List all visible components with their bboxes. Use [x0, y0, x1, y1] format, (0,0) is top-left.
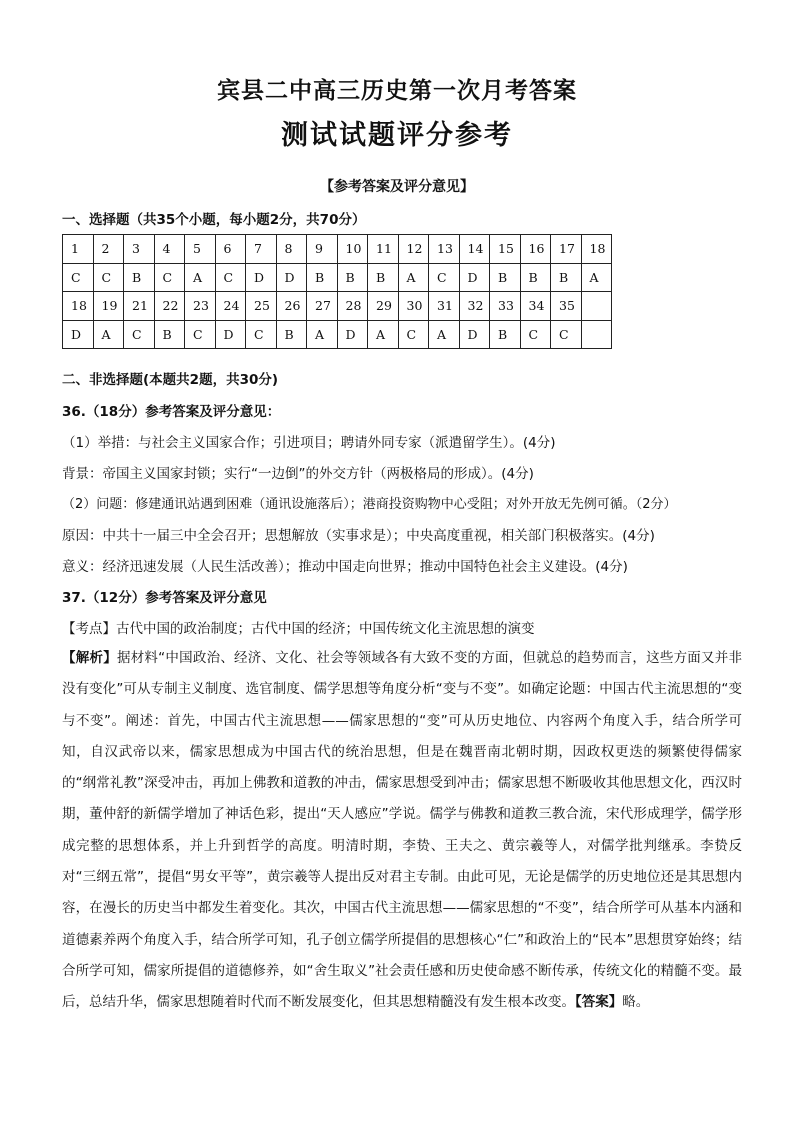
answer-table-row	[63, 235, 612, 264]
answer-cell: A	[368, 320, 399, 349]
q37-analysis	[62, 643, 742, 1019]
kaodian-text: 古代中国的政治制度；古代中国的经济；中国传统文化主流思想的演变	[116, 621, 535, 637]
answer-cell: B	[551, 263, 582, 292]
daan-label: 【答案】	[575, 994, 623, 1011]
answer-cell: 21	[124, 292, 155, 321]
answer-cell: 22	[154, 292, 185, 321]
answer-cell: C	[246, 320, 277, 349]
answer-table-row	[63, 320, 612, 349]
answer-cell: 12	[398, 235, 429, 264]
answer-cell: D	[63, 320, 94, 349]
answer-cell: B	[520, 263, 551, 292]
answer-cell: 32	[459, 292, 490, 321]
q36-line-1: （1）举措：与社会主义国家合作；引进项目；聘请外同专家（派遣留学生）。(4分)	[62, 435, 556, 451]
answer-cell: 29	[368, 292, 399, 321]
answer-cell: 18	[581, 235, 612, 264]
answer-cell: C	[63, 263, 94, 292]
answer-cell: B	[124, 263, 155, 292]
answer-cell: 19	[93, 292, 124, 321]
answer-cell: C	[154, 263, 185, 292]
part2-heading: 二、非选择题(本题共2题，共30分)	[62, 372, 279, 388]
answer-cell: 3	[124, 235, 155, 264]
q36-heading: 36.（18分）参考答案及评分意见：	[62, 404, 281, 420]
answer-cell: 26	[276, 292, 307, 321]
answer-cell: B	[490, 320, 521, 349]
answer-cell: C	[124, 320, 155, 349]
answer-cell: 28	[337, 292, 368, 321]
q36-line-4: 原因：中共十一届三中全会召开；思想解放（实事求是）；中央高度重视，相关部门积极落实。(4分)	[62, 528, 655, 544]
part1-heading: 一、选择题（共35个小题，每小题2分，共70分）	[62, 212, 366, 228]
answer-cell: C	[215, 263, 246, 292]
answer-cell: C	[185, 320, 216, 349]
answer-cell: A	[93, 320, 124, 349]
answer-cell: 31	[429, 292, 460, 321]
answer-cell: 8	[276, 235, 307, 264]
section-label: 【参考答案及评分意见】	[320, 179, 474, 195]
answer-cell: 2	[93, 235, 124, 264]
answer-cell: D	[459, 263, 490, 292]
answer-cell: C	[520, 320, 551, 349]
answer-cell: 9	[307, 235, 338, 264]
answer-table	[62, 234, 612, 349]
kaodian-label: 【考点】	[62, 621, 116, 637]
page-title: 宾县二中高三历史第一次月考答案	[217, 77, 577, 104]
answer-cell: 11	[368, 235, 399, 264]
answer-cell: D	[459, 320, 490, 349]
answer-cell: D	[276, 263, 307, 292]
answer-cell: B	[490, 263, 521, 292]
answer-cell: 16	[520, 235, 551, 264]
answer-cell: A	[429, 320, 460, 349]
q36-line-5: 意义：经济迅速发展（人民生活改善）；推动中国走向世界；推动中国特色社会主义建设。(4分)	[62, 559, 628, 575]
answer-cell: 27	[307, 292, 338, 321]
answer-cell: 13	[429, 235, 460, 264]
answer-cell: 1	[63, 235, 94, 264]
answer-cell: 18	[63, 292, 94, 321]
answer-cell: D	[337, 320, 368, 349]
answer-cell: 35	[551, 292, 582, 321]
q36-line-3: （2）问题：修建通讯站遇到困难（通讯设施落后）；港商投资购物中心受阻；对外开放无先例可循。（2分）	[62, 497, 677, 512]
answer-cell: D	[246, 263, 277, 292]
answer-cell: A	[581, 263, 612, 292]
answer-cell: 24	[215, 292, 246, 321]
answer-cell: A	[185, 263, 216, 292]
answer-cell: B	[337, 263, 368, 292]
answer-cell: 5	[185, 235, 216, 264]
answer-cell: D	[215, 320, 246, 349]
answer-cell: 6	[215, 235, 246, 264]
q36-line-2: 背景：帝国主义国家封锁；实行“一边倒”的外交方针（两极格局的形成）。(4分)	[62, 466, 534, 482]
answer-cell: A	[307, 320, 338, 349]
answer-cell: C	[93, 263, 124, 292]
answer-cell: 33	[490, 292, 521, 321]
answer-cell: C	[551, 320, 582, 349]
answer-cell: B	[154, 320, 185, 349]
answer-cell: 10	[337, 235, 368, 264]
answer-cell: B	[276, 320, 307, 349]
answer-cell: C	[398, 320, 429, 349]
jiexi-text: 据材料“中国政治、经济、文化、社会等领域各有大致不变的方面，但就总的趋势而言，这些方面又并非没有变化”可从专制主义制度、选官制度、儒学思想等角度分析“变与不变”。如确定论题：中国古代主流思想的“变与不变”。阐述：首先，中国古代主流思想——儒家思想的“变”可从历史地位、内容两个角度入手，结合所学可知，自汉武帝以来，儒家思想成为中国古代的统治思想，但是在魏晋南北朝时期，因政权更迭的频繁使得儒家的“纲常礼教”深受冲击，再加上佛教和道教的冲击，儒家思想受到冲击；儒家思想不断吸收其他思想文化，西汉时期，董仲舒的新儒学增加了神话色彩，提出“天人感应”学说。儒学与佛教和道教三教合流，宋代形成理学，儒学形成完整的思想体系，并上升到哲学的高度。明清时期，李贽、王夫之、黄宗羲等人，对儒学批判继承。李贽反对“三纲五常”，提倡“男女平等”，黄宗羲等人提出反对君主专制。由此可见，无论是儒学的历史地位还是其思想内容，在漫长的历史当中都发生着变化。其次，中国古代主流思想——儒家思想的“不变”，结合所学可从基本内涵和道德素养两个角度入手，结合所学可知，孔子创立儒学所提倡的思想核心“仁”和政治上的“民本”思想贯穿始终；结合所学可知，儒家所提倡的道德修养，如“舍生取义”社会责任感和历史使命感不断传承，传统文化的精髓不变。最后，总结升华，儒家思想随着时代而不断发展变化，但其思想精髓没有发生根本改变。	[62, 650, 743, 1011]
answer-cell: 17	[551, 235, 582, 264]
jiexi-label: 【解析】	[62, 650, 117, 666]
answer-cell: 4	[154, 235, 185, 264]
answer-cell: B	[368, 263, 399, 292]
answer-cell: 34	[520, 292, 551, 321]
daan-text: 略。	[622, 994, 650, 1011]
answer-table-row	[63, 292, 612, 321]
answer-cell: 23	[185, 292, 216, 321]
answer-cell: 14	[459, 235, 490, 264]
answer-cell: B	[307, 263, 338, 292]
answer-cell	[581, 320, 612, 349]
answer-table-row	[63, 263, 612, 292]
answer-cell: 15	[490, 235, 521, 264]
q37-heading: 37.（12分）参考答案及评分意见	[62, 590, 267, 606]
answer-cell	[581, 292, 612, 321]
q37-kaodian	[62, 617, 535, 637]
page-subtitle: 测试试题评分参考	[281, 120, 513, 151]
answer-cell: 25	[246, 292, 277, 321]
answer-cell: A	[398, 263, 429, 292]
answer-cell: C	[429, 263, 460, 292]
answer-cell: 7	[246, 235, 277, 264]
answer-cell: 30	[398, 292, 429, 321]
